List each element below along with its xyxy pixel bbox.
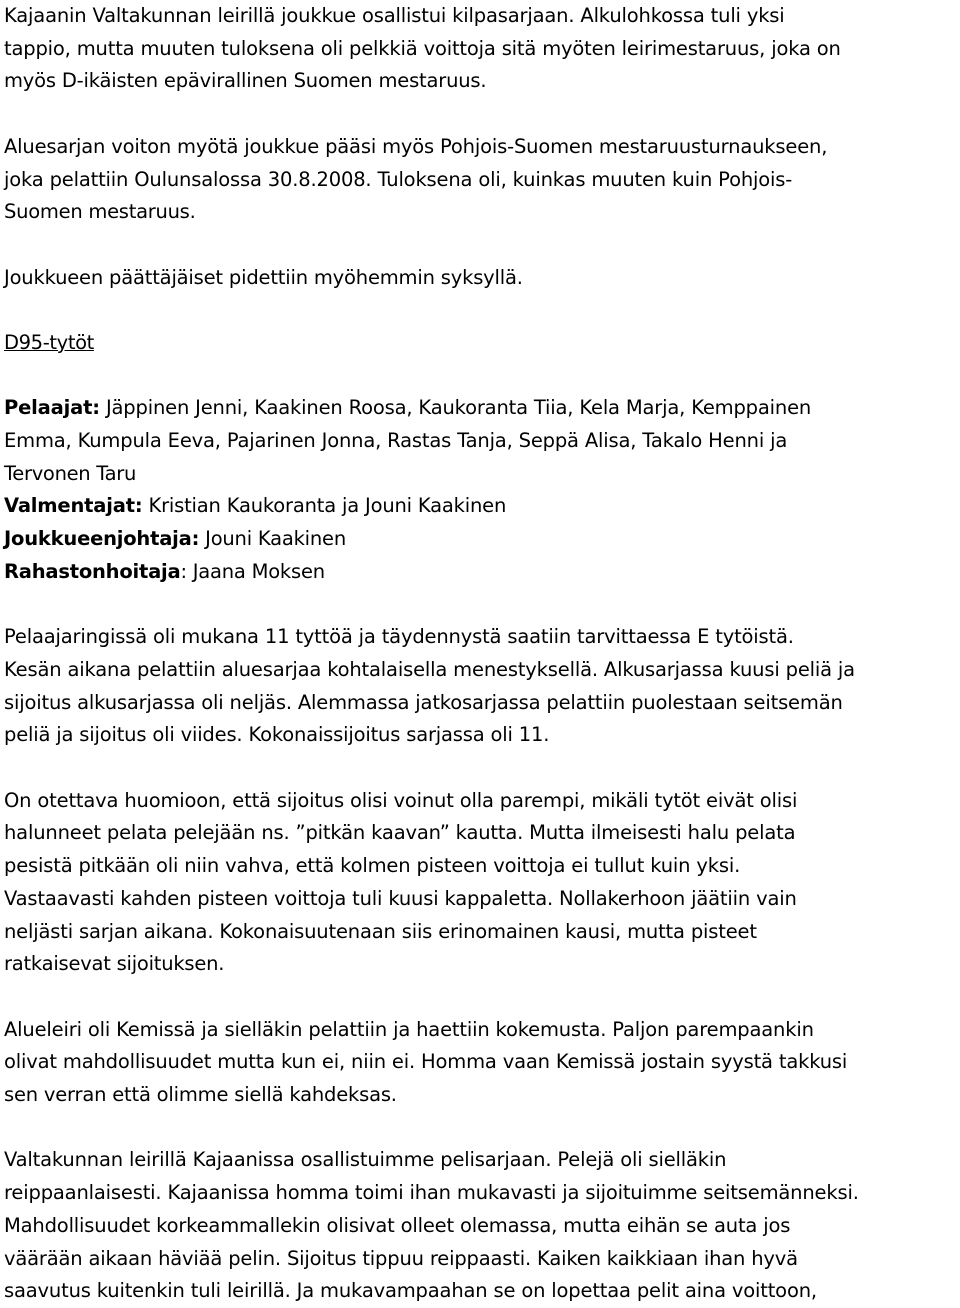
alueleiri-paragraph (4, 1014, 956, 1112)
text-line: Mahdollisuudet korkeammallekin olisivat olleet olemassa, mutta eihän se auta jos (4, 1213, 791, 1237)
text-line: Alueleiri oli Kemissä ja sielläkin pelattiin ja haettiin kokemusta. Paljon parempaankin (4, 1017, 814, 1041)
intro-paragraph (4, 0, 956, 98)
observations-paragraph (4, 785, 956, 981)
coaches-value: Kristian Kaukoranta ja Jouni Kaakinen (142, 494, 507, 518)
text-line: Suomen mestaruus. (4, 200, 196, 224)
aluesarja-paragraph (4, 131, 956, 229)
text-line: Valtakunnan leirillä Kajaanissa osallistuimme pelisarjaan. Pelejä oli sielläkin (4, 1148, 727, 1172)
team-heading: D95-tytöt (4, 330, 94, 354)
paragraph-gap (4, 1112, 956, 1145)
treasurer-value: : Jaana Moksen (180, 559, 325, 583)
team-heading-block (4, 327, 956, 360)
text-line: saavutus kuitenkin tuli leirillä. Ja mukavampaahan se on lopettaa pelit aina voittoon, (4, 1279, 817, 1303)
text-line: halunneet pelata pelejään ns. ”pitkän kaavan” kautta. Mutta ilmeisesti halu pelata (4, 821, 796, 845)
paragraph-gap (4, 981, 956, 1014)
text-line: myös D-ikäisten epävirallinen Suomen mestaruus. (4, 69, 487, 93)
text-line: reippaanlaisesti. Kajaanissa homma toimi ihan mukavasti ja sijoituimme seitsemänneksi. (4, 1181, 859, 1205)
text-line: neljästi sarjan aikana. Kokonaisuutenaan siis erinomainen kausi, mutta pisteet (4, 919, 757, 943)
paragraph-gap (4, 229, 956, 262)
text-line: joka pelattiin Oulunsalossa 30.8.2008. Tuloksena oli, kuinkas muuten kuin Pohjois- (4, 167, 793, 191)
paragraph-gap (4, 98, 956, 131)
valtakunnan-paragraph (4, 1144, 956, 1308)
players-line (4, 392, 956, 425)
players-value: Jäppinen Jenni, Kaakinen Roosa, Kaukoranta Tiia, Kela Marja, Kemppainen (99, 396, 812, 420)
paragraph-gap (4, 752, 956, 785)
text-line: Pelaajaringissä oli mukana 11 tyttöä ja täydennystä saatiin tarvittaessa E tytöistä. (4, 625, 794, 649)
text-line: Joukkueen päättäjäiset pidettiin myöhemmin syksyllä. (4, 265, 523, 289)
text-line: ratkaisevat sijoituksen. (4, 952, 225, 976)
players-label: Pelaajat: (4, 396, 100, 420)
text-line: peliä ja sijoitus oli viides. Kokonaissijoitus sarjassa oli 11. (4, 723, 550, 747)
text-line: Kajaanin Valtakunnan leirillä joukkue osallistui kilpasarjaan. Alkulohkossa tuli yksi (4, 4, 785, 27)
players-line: Tervonen Taru (4, 461, 137, 485)
manager-value: Jouni Kaakinen (199, 527, 346, 551)
text-line: On otettava huomioon, että sijoitus olisi voinut olla parempi, mikäli tytöt eivät olisi (4, 788, 798, 812)
coaches-label: Valmentajat: (4, 494, 143, 518)
paragraph-gap (4, 360, 956, 393)
text-line: Aluesarjan voiton myötä joukkue pääsi myös Pohjois-Suomen mestaruusturnaukseen, (4, 134, 828, 158)
text-line: Vastaavasti kahden pisteen voittoja tuli kuusi kappaletta. Nollakerhoon jäätiin vain (4, 886, 797, 910)
manager-line (4, 523, 956, 556)
players-line: Emma, Kumpula Eeva, Pajarinen Jonna, Rastas Tanja, Seppä Alisa, Takalo Henni ja (4, 429, 788, 453)
manager-label: Joukkueenjohtaja: (4, 527, 200, 551)
text-line: pesistä pitkään oli niin vahva, että kolmen pisteen voittoja ei tullut kuin yksi. (4, 854, 741, 878)
treasurer-label: Rahastonhoitaja (4, 559, 181, 583)
text-line: väärään aikaan häviää pelin. Sijoitus tippuu reippaasti. Kaiken kaikkiaan ihan hyvä (4, 1246, 798, 1270)
treasurer-line (4, 556, 956, 589)
coaches-line (4, 490, 956, 523)
text-line: tappio, mutta muuten tuloksena oli pelkkiä voittoja sitä myöten leirimestaruus, joka on (4, 36, 841, 60)
text-line: Kesän aikana pelattiin aluesarjaa kohtalaisella menestyksellä. Alkusarjassa kuusi peliä ja (4, 657, 855, 681)
paragraph-gap (4, 589, 956, 622)
text-line: olivat mahdollisuudet mutta kun ei, niin ei. Homma vaan Kemissä jostain syystä takkusi (4, 1050, 848, 1074)
text-line: sen verran että olimme siellä kahdeksas. (4, 1083, 397, 1107)
roster-block (4, 392, 956, 588)
paattajaiset-paragraph (4, 262, 956, 295)
season-paragraph (4, 621, 956, 752)
paragraph-gap (4, 294, 956, 327)
document-page (4, 0, 956, 1308)
text-line: sijoitus alkusarjassa oli neljäs. Alemmassa jatkosarjassa pelattiin puolestaan seitsemän (4, 690, 843, 714)
